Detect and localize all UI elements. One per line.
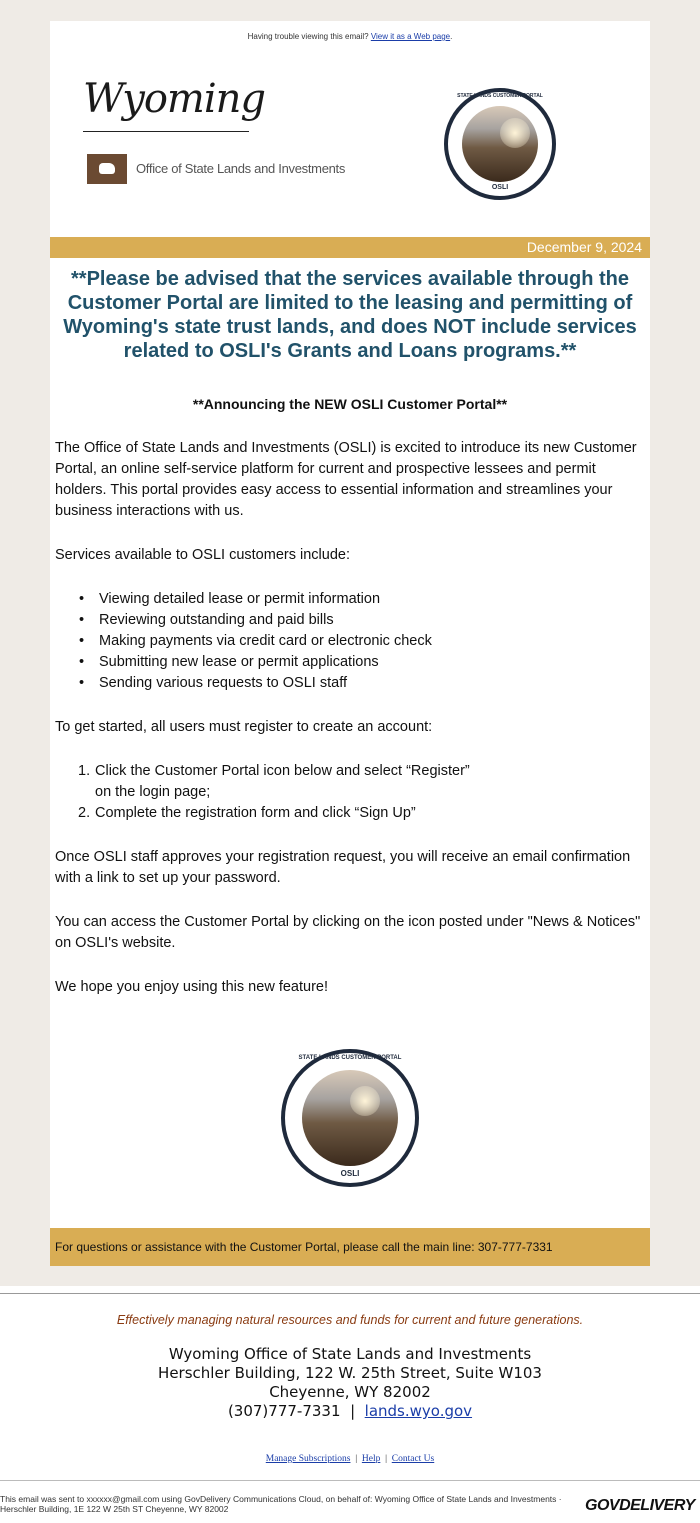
portal-osli-text: OSLI xyxy=(491,184,509,191)
wyoming-script: Wyoming xyxy=(83,76,266,122)
steps-list xyxy=(78,761,470,824)
govdelivery-logo: GOVDELIVERY xyxy=(585,1497,695,1514)
portal-badge-link[interactable] xyxy=(281,1049,419,1187)
trouble-viewing xyxy=(50,32,650,41)
trouble-text: Having trouble viewing this email? xyxy=(247,32,369,41)
services-list xyxy=(99,589,432,694)
services-heading: Services available to OSLI customers include: xyxy=(55,547,350,563)
phone: (307)777-7331 xyxy=(227,1402,341,1420)
step-text: Click the Customer Portal icon below and select “Register” xyxy=(95,763,470,779)
approval-text: Once OSLI staff approves your registration request, you will receive an email confirmation with a link to set up your password. xyxy=(55,849,631,886)
portal-badge-top xyxy=(444,88,556,200)
announce-heading: **Announcing the NEW OSLI Customer Portal** xyxy=(192,396,508,412)
portal-osli-text: OSLI xyxy=(340,1169,360,1178)
building: Herschler Building, 122 W. 25th Street, Suite W103 xyxy=(158,1364,542,1382)
enjoy-text: We hope you enjoy using this new feature! xyxy=(55,979,328,995)
portal-landscape xyxy=(302,1070,398,1166)
view-web-page-link[interactable]: View it as a Web page xyxy=(370,32,451,41)
city: Cheyenne, WY 82002 xyxy=(269,1383,431,1401)
portal-ring-text: STATE LANDS CUSTOMER PORTAL xyxy=(457,93,543,99)
advisory-notice: **Please be advised that the services available through the Customer Portal are limited to the leasing and permitting of Wyoming's state trust lands, and does NOT include services related to OSLI's Grants and Loans programs.** xyxy=(63,268,637,362)
website-link[interactable]: lands.wyo.gov xyxy=(364,1402,473,1420)
wyoming-logo xyxy=(83,76,266,122)
trouble-end: . xyxy=(450,32,453,41)
contact-us-link[interactable]: Contact Us xyxy=(391,1454,435,1464)
mission-statement: Effectively managing natural resources and funds for current and future generations. xyxy=(116,1313,584,1327)
org-name: Wyoming Office of State Lands and Investments xyxy=(168,1345,532,1363)
bison-icon xyxy=(87,154,127,184)
support-bar: For questions or assistance with the Customer Portal, please call the main line: 307-777-7331 xyxy=(50,1228,650,1266)
access-text: You can access the Customer Portal by clicking on the icon posted under "News & Notices" on OSLI's website. xyxy=(55,914,641,951)
date-text: December 9, 2024 xyxy=(526,239,642,255)
list-item: • Reviewing outstanding and paid bills xyxy=(99,610,432,631)
legal-text: This email was sent to xxxxxx@gmail.com using GovDelivery Communications Cloud, on behalf of: Wyoming Office of State Lands and Investments · Herschler Building, 1E 122 W 25th ST Cheyenne, WY 82002 xyxy=(0,1494,562,1514)
list-item xyxy=(78,761,470,803)
pipe: | xyxy=(350,1402,356,1420)
intro-paragraph: The Office of State Lands and Investments (OSLI) is excited to introduce its new Customer Portal, an online self-service platform for current and prospective lessees and permit holders. This portal provides easy access to essential information and streamlines your business interactions with us. xyxy=(55,440,637,519)
list-item: • Sending various requests to OSLI staff xyxy=(99,673,432,694)
office-name: Office of State Lands and Investments xyxy=(136,161,346,176)
wyoming-underline xyxy=(83,131,249,132)
contact-line xyxy=(0,1402,700,1421)
footer-links: Manage Subscriptions | Help | Contact Us xyxy=(265,1454,435,1464)
help-link[interactable]: Help xyxy=(361,1454,381,1464)
divider xyxy=(0,1293,700,1294)
step-text: Complete the registration form and click “Sign Up” xyxy=(95,805,416,821)
list-item: • Making payments via credit card or electronic check xyxy=(99,631,432,652)
divider xyxy=(0,1480,700,1481)
list-item: • Submitting new lease or permit applications xyxy=(99,652,432,673)
email-card xyxy=(50,21,650,1266)
portal-landscape xyxy=(462,106,538,182)
address-block xyxy=(0,1345,700,1421)
step-text-cont: on the login page; xyxy=(95,784,211,800)
portal-ring-text: STATE LANDS CUSTOMER PORTAL xyxy=(298,1055,402,1061)
manage-subscriptions-link[interactable]: Manage Subscriptions xyxy=(265,1454,351,1464)
step-number: 1. xyxy=(78,763,91,779)
list-item xyxy=(78,803,470,824)
list-item: • Viewing detailed lease or permit information xyxy=(99,589,432,610)
date-bar xyxy=(50,237,650,258)
get-started-text: To get started, all users must register to create an account: xyxy=(55,719,433,735)
step-number: 2. xyxy=(78,805,91,821)
